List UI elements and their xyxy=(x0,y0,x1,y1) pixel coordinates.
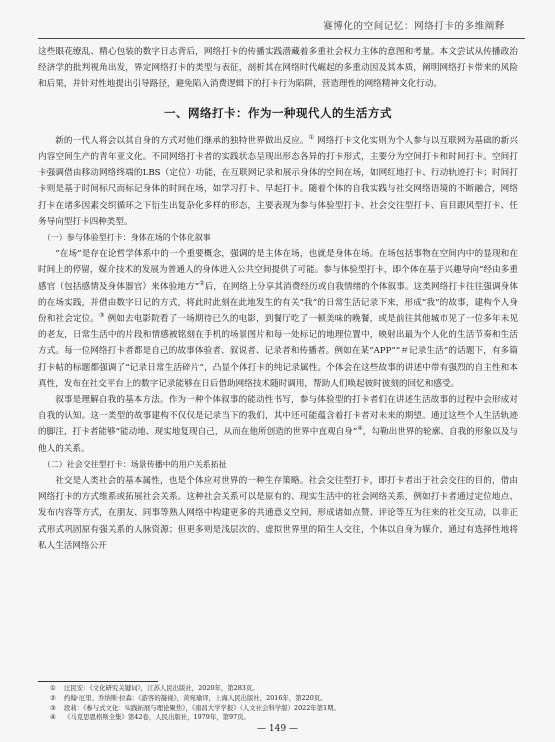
footnotes xyxy=(38,684,518,723)
footnote-mark: ④ xyxy=(50,713,56,722)
footnote-item xyxy=(38,694,518,704)
page-number: — 149 — xyxy=(257,724,298,734)
footnote-item xyxy=(38,713,518,723)
header-rule xyxy=(38,38,525,39)
paragraph-text: 新的一代人将会以其自身的方式对他们继承的独特世界做出反应。 xyxy=(55,135,309,146)
paragraph-text: ，勾勒出世界的轮廓、自我的形象以及与他人的关系。 xyxy=(38,427,518,454)
footnote-mark: ② xyxy=(50,693,56,702)
section-title: 一、网络打卡：作为一种现代人的生活方式 xyxy=(164,105,392,120)
footnote-ref[interactable]: ④ xyxy=(357,425,363,433)
paragraph-text: 例如去电影院看了一场期待已久的电影，到餐厅吃了一顿美味的晚餐，或是前往其他城市见了一位多年未见的老友，日常生活中的片段和情感被铭刻在手机的场景图片和每一处标记的地理位置中，映射出最为个人化的生活节奏和生活方式。每一位网络打卡者都是自己的故事体验者、叙说者、记录者和传播者。例如在某“APP”“＃记录生活”的话题下，有多篇打卡帖的标题都强调了“记录日常生活碎片”，凸显个体打卡的纯记录属性。个体会在这些故事的讲述中带有强烈的自主性和本真性，发布在社交平台上的数字记录能够在日后借助网络技术随时调用，帮助人们唤起彼时彼刻的回忆和感受。 xyxy=(38,314,518,389)
footnote-rule xyxy=(38,681,158,682)
paragraph-text: 网络打卡文化实则为个人参与以互联网为基础的新兴内容空间生产的青年亚文化。不同网络打卡者的实践状态呈现出形态各异的打卡形式，主要分为空间打卡和时间打卡。空间打卡强调借由移动网络终端的LBS（定位）功能，在互联网记录和展示身体的空间在场，如网红地打卡、行动轨迹打卡；时间打卡则是基于时间标尺而标记身体的时间在场，如学习打卡、早起打卡。随着个体的自我实践与社交网络语境的不断融合，网络打卡在诸多因素交织循环之下衍生出复杂化多样的形态，主要表现为参与体验型打卡、社会交往型打卡、盲目跟风型打卡、任务导向型打卡四种类型。 xyxy=(38,135,518,227)
body-paragraph-1 xyxy=(38,133,518,230)
paragraph-text: “在场”是存在论哲学体系中的一个重要概念，强调的是主体在场，也就是身体在场。在场包括事物在空间内中的显现和在时间上的停留，媒介技术的发展为普通人的身体进入公共空间提供了可能。参与体验型打卡，即个体在基于兴趣导向“经由多重感官（包括感情及身体器官）来体验地方” xyxy=(38,249,518,292)
footnote-text: 《马克思恩格斯全集》第42卷，人民出版社，1979年，第97页。 xyxy=(64,713,250,722)
footnote-item xyxy=(38,684,518,694)
footnote-mark: ① xyxy=(50,684,56,692)
footnote-text: 汪民安：《文化研究关键词》，江苏人民出版社，2020年，第283页。 xyxy=(64,684,259,692)
intro-paragraph: 这些眼花缭乱、精心包装的数字日志背后，网络打卡的传播实践潜藏着多重社会权力主体的意图和考量。本文尝试从传播政治经济学的批判视角出发，界定网络打卡的类型与表征，剖析其在网络时代崛起的多重动因及其本质，阐明网络打卡带来的风险和后果，并针对性地提出引导路径，避免陷入消费逻辑下的打卡行为陷阱，营造理性的网络精神文化行动。 xyxy=(38,47,518,90)
paragraph-text: 叙事是理解自我的基本方法。作为一种个体叙事的能动性书写，参与体验型的打卡者们在讲述生活故事的过程中会形成对自我的认知。这一类型的故事建构不仅仅是记录当下的我们，其中还可能蕴含着打卡者对未来的期望。通过这些个人生活轨迹的脚注，打卡者能够“能动地、现实地复现自己，从而在他所创造的世界中直观自身” xyxy=(38,395,518,438)
footnote-ref[interactable]: ③ xyxy=(99,312,105,320)
body-paragraph-2 xyxy=(38,246,518,392)
article-body xyxy=(38,44,518,554)
footnote-item xyxy=(38,704,518,714)
footnote-text: 段莉：《参与式文化：实践拓展与理论聚焦》，《南昌大学学报》（人文社会科学版）2022年第1期。 xyxy=(64,703,340,712)
footnote-text: 约翰·厄里、乔纳斯·拉森：《游客的凝视》，黄宛瑜译，上海人民出版社，2016年，第220页。 xyxy=(64,693,327,702)
subsection-title: （一）参与体验型打卡：身体在场的个体化叙事 xyxy=(42,233,211,243)
paragraph-text: 后，在网络上分享其消费经历或自我情绪的个体叙事。这类网络打卡往往强调身体的在场实践，并借由数字日记的方式，将此时此刻在此地发生的有关“我”的日常生活记录下来，形成“我”的故事，建构个人身份和社会定位。 xyxy=(38,281,518,325)
body-paragraph-3 xyxy=(38,392,518,457)
body-paragraph-4: 社交是人类社会的基本属性，也是个体应对世界的一种生存策略。社会交往型打卡，即打卡者出于社会交往的目的，借由网络打卡的方式维系或拓展社会关系。这种社会关系可以是原有的、现实生活中的社会网络关系，例如打卡者通过定位地点、发布内容等方式，在朋友、同事等熟人网络中构建更多的共通意义空间，形成诸如点赞、评论等互为往来的社交互动，以非正式形式巩固原有强关系的人脉资源；但更多则是浅层次的、虚拟世界里的陌生人交往，个体以自身为媒介，通过有选择性地将私人生活网络公开 xyxy=(38,476,518,551)
running-header: 赛博化的空间记忆：网络打卡的多维阐释 xyxy=(323,21,505,32)
footnote-ref[interactable]: ① xyxy=(308,133,315,141)
footnote-mark: ③ xyxy=(50,703,56,712)
subsection-title: （二）社会交往型打卡：场景传播中的用户关系拓扯 xyxy=(42,459,227,469)
footnote-ref[interactable]: ② xyxy=(199,279,205,287)
